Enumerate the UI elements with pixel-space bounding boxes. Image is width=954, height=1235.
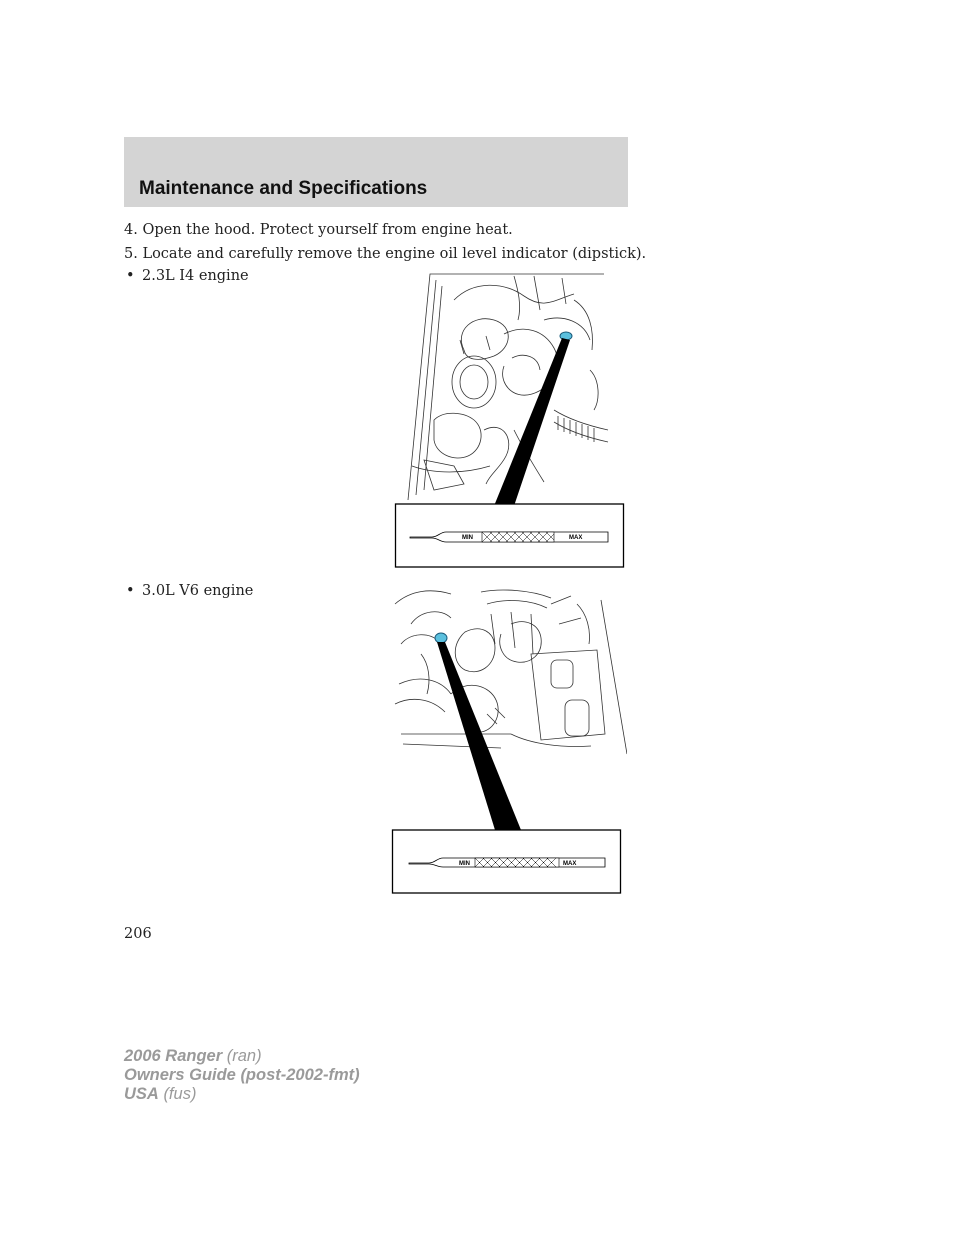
document-footer bbox=[124, 1047, 360, 1104]
step-5: 5. Locate and carefully remove the engine oil level indicator (dipstick). bbox=[124, 246, 647, 262]
bullet-engine-2 bbox=[126, 582, 253, 600]
section-header-band bbox=[124, 137, 628, 207]
engine-1-label: 2.3L I4 engine bbox=[142, 268, 249, 284]
engine-1-dipstick-min: MIN bbox=[462, 535, 473, 541]
section-title: Maintenance and Specifications bbox=[139, 178, 428, 199]
engine-2-illustration bbox=[391, 584, 627, 896]
engine-2-dipstick-max: MAX bbox=[563, 861, 577, 867]
footer-line-1: 2006 Ranger (ran) bbox=[124, 1047, 262, 1065]
step-4: 4. Open the hood. Protect yourself from engine heat. bbox=[124, 222, 513, 238]
engine-1-illustration bbox=[394, 270, 626, 570]
footer-line-2: Owners Guide (post-2002-fmt) bbox=[124, 1066, 360, 1084]
bullet-symbol: • bbox=[126, 268, 135, 284]
bullet-symbol: • bbox=[126, 583, 135, 599]
engine-2-label: 3.0L V6 engine bbox=[142, 583, 254, 599]
engine-2-dipstick-min: MIN bbox=[459, 861, 470, 867]
page-number: 206 bbox=[124, 926, 152, 942]
engine-1-dipstick-max: MAX bbox=[569, 535, 583, 541]
footer-line-3: USA (fus) bbox=[124, 1085, 197, 1103]
bullet-engine-1 bbox=[126, 267, 249, 285]
